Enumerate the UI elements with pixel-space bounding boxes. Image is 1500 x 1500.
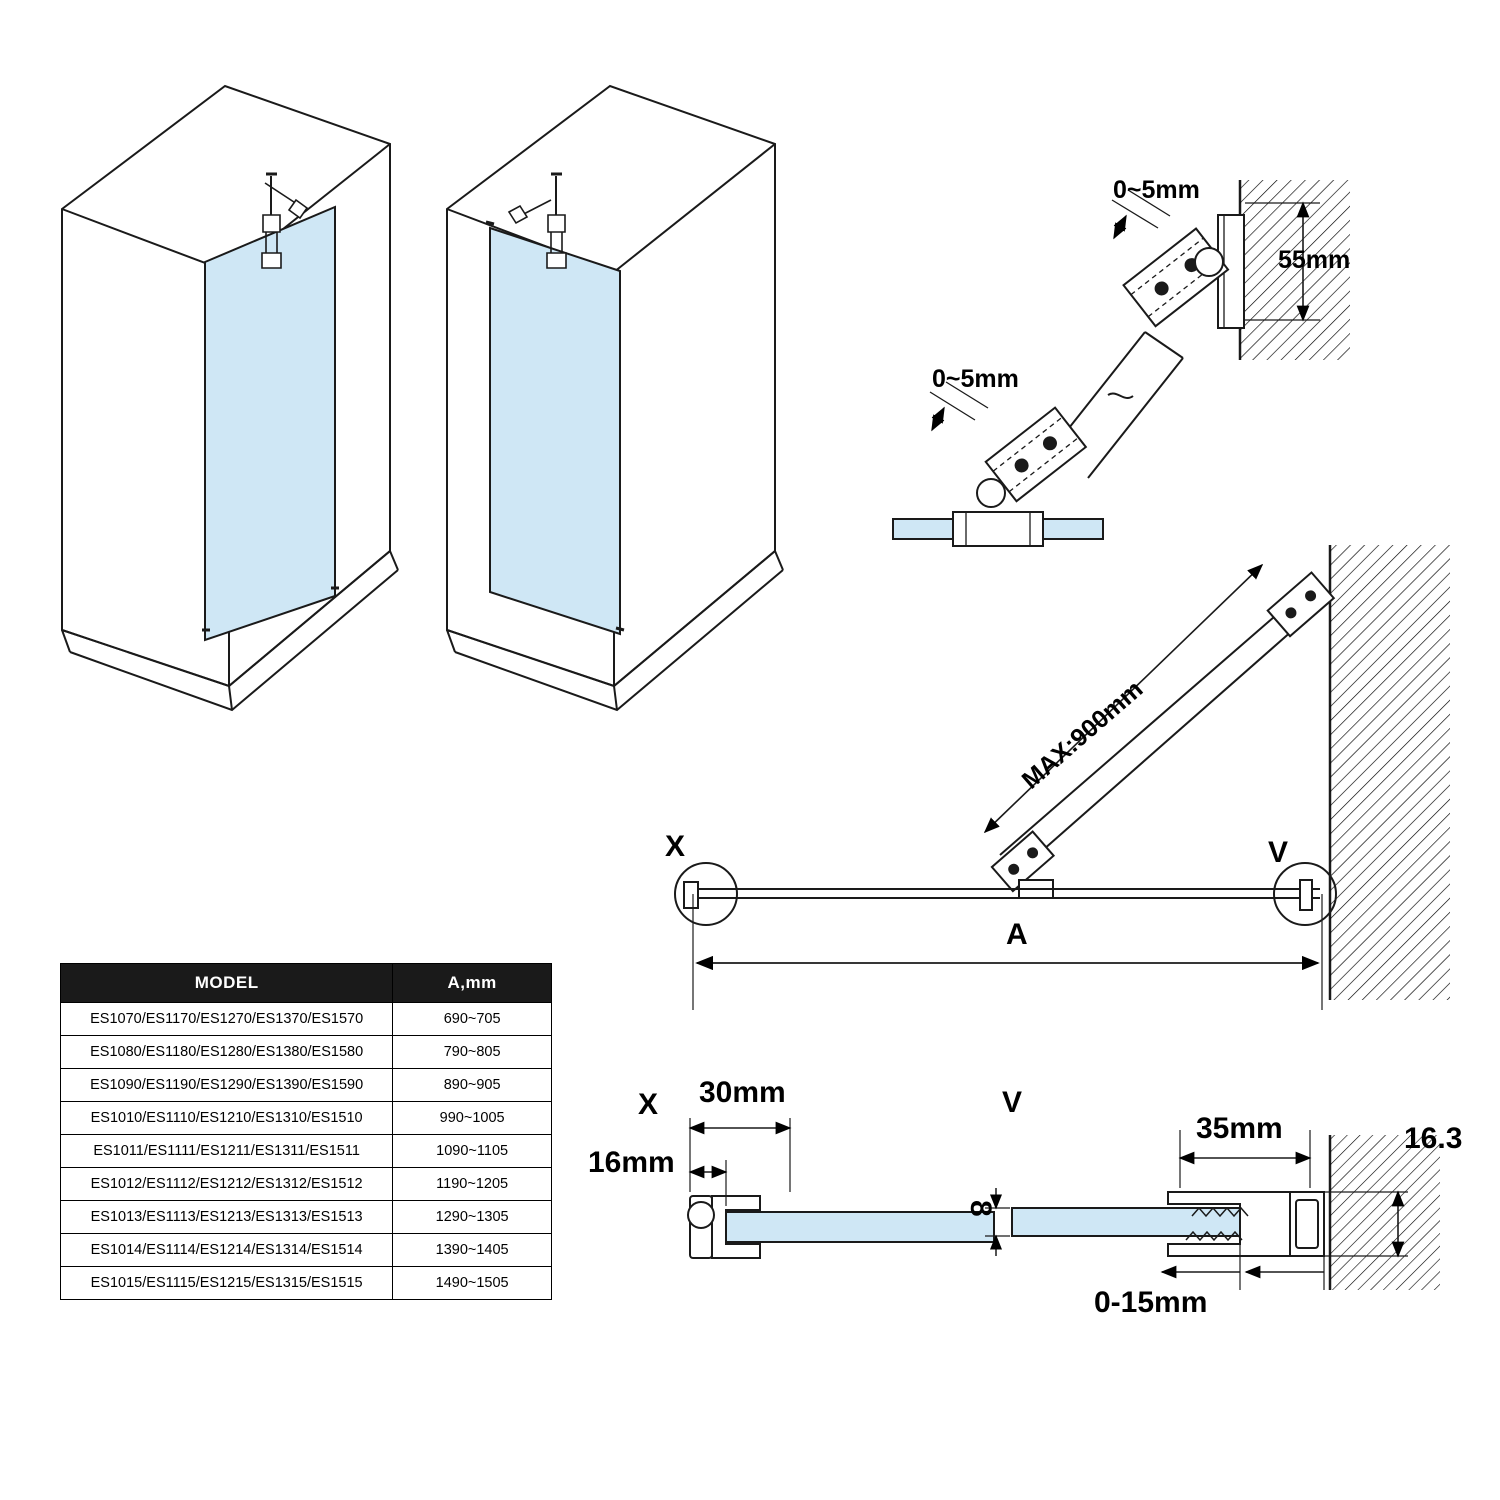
table-cell-dimension: 790~805 <box>393 1036 552 1069</box>
table-row <box>61 1168 552 1201</box>
label-detail-x-title: X <box>638 1088 659 1121</box>
table-cell-dimension: 1090~1105 <box>393 1135 552 1168</box>
section-x-profile <box>688 1118 997 1258</box>
table-row <box>61 1036 552 1069</box>
table-cell-model: ES1070/ES1170/ES1270/ES1370/ES1570 <box>61 1003 393 1036</box>
label-detail-v-width: 35mm <box>1196 1112 1283 1145</box>
table-cell-model: ES1013/ES1113/ES1213/ES1313/ES1513 <box>61 1201 393 1234</box>
label-detail-v-title: V <box>1002 1086 1023 1119</box>
label-bar-max-length: MAX:900mm <box>1016 675 1149 795</box>
label-bracket-gap-bottom: 0~5mm <box>932 365 1019 393</box>
label-plan-dim-a: A <box>1006 918 1028 951</box>
table-header-dimension: A,mm <box>393 964 552 1003</box>
label-detail-v-glass-thickness: 8 <box>964 1200 997 1217</box>
table-cell-model: ES1012/ES1112/ES1212/ES1312/ES1512 <box>61 1168 393 1201</box>
table-cell-model: ES1010/ES1110/ES1210/ES1310/ES1510 <box>61 1102 393 1135</box>
table-cell-dimension: 1190~1205 <box>393 1168 552 1201</box>
table-cell-dimension: 1290~1305 <box>393 1201 552 1234</box>
table-cell-dimension: 890~905 <box>393 1069 552 1102</box>
label-detail-v-adjust: 0-15mm <box>1094 1286 1208 1319</box>
table-cell-dimension: 1390~1405 <box>393 1234 552 1267</box>
table-row <box>61 1102 552 1135</box>
label-detail-v-marker: V <box>1268 836 1289 869</box>
label-detail-v-height: 16.3 <box>1404 1122 1463 1155</box>
label-detail-x-inner: 16mm <box>588 1146 675 1179</box>
model-specification-table <box>60 963 552 1300</box>
enclosure-right-perspective <box>447 86 783 710</box>
table-cell-model: ES1011/ES1111/ES1211/ES1311/ES1511 <box>61 1135 393 1168</box>
label-wall-plate-height: 55mm <box>1278 246 1351 274</box>
table-row <box>61 1069 552 1102</box>
enclosure-left-perspective <box>62 86 398 710</box>
section-v-profile <box>985 1130 1440 1290</box>
table-row <box>61 1267 552 1300</box>
table-row <box>61 1003 552 1036</box>
table-row <box>61 1234 552 1267</box>
table-header-model: MODEL <box>61 964 393 1003</box>
table-header-row <box>61 964 552 1003</box>
table-cell-model: ES1014/ES1114/ES1214/ES1314/ES1514 <box>61 1234 393 1267</box>
label-bracket-gap-top: 0~5mm <box>1113 176 1200 204</box>
table-row <box>61 1135 552 1168</box>
table-cell-dimension: 1490~1505 <box>393 1267 552 1300</box>
label-detail-x-width: 30mm <box>699 1076 786 1109</box>
table-cell-dimension: 990~1005 <box>393 1102 552 1135</box>
table-cell-model: ES1080/ES1180/ES1280/ES1380/ES1580 <box>61 1036 393 1069</box>
table-cell-dimension: 690~705 <box>393 1003 552 1036</box>
table-cell-model: ES1015/ES1115/ES1215/ES1315/ES1515 <box>61 1267 393 1300</box>
plan-view-support-bar <box>675 545 1450 1010</box>
table-row <box>61 1201 552 1234</box>
bracket-detail-view <box>893 176 1350 546</box>
table-cell-model: ES1090/ES1190/ES1290/ES1390/ES1590 <box>61 1069 393 1102</box>
label-detail-x-marker: X <box>665 830 686 863</box>
